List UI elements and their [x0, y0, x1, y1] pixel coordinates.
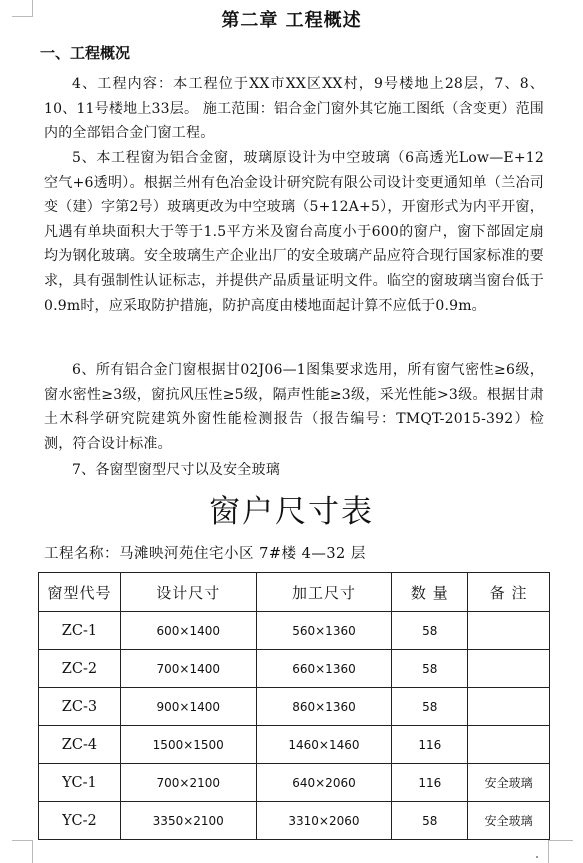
cell-note	[468, 688, 550, 726]
cell-design-size: 1500×1500	[120, 726, 256, 764]
cell-processed-size: 640×2060	[256, 764, 392, 802]
cell-processed-size: 3310×2060	[256, 802, 392, 840]
cell-quantity: 58	[392, 802, 468, 840]
cell-note	[468, 612, 550, 650]
cell-design-size: 900×1400	[120, 688, 256, 726]
cell-window-code: ZC-2	[39, 650, 121, 688]
cell-design-size: 700×2100	[120, 764, 256, 802]
cell-note: 安全玻璃	[468, 764, 550, 802]
chapter-title: 第二章 工程概述	[221, 10, 362, 31]
cell-design-size: 3350×2100	[120, 802, 256, 840]
cell-processed-size: 560×1360	[256, 612, 392, 650]
cell-note	[468, 650, 550, 688]
cell-window-code: ZC-1	[39, 612, 121, 650]
project-name: 工程名称：马滩映河苑住宅小区 7#楼 4—32 层	[44, 546, 366, 562]
table-row	[39, 688, 550, 726]
table-header-row	[39, 573, 550, 612]
cell-quantity: 116	[392, 764, 468, 802]
cell-quantity: 58	[392, 650, 468, 688]
header-note: 备 注	[468, 573, 550, 612]
cell-note	[468, 726, 550, 764]
table-title: 窗户尺寸表	[209, 494, 374, 530]
cell-window-code: YC-1	[39, 764, 121, 802]
header-design-size: 设计尺寸	[120, 573, 256, 612]
cell-quantity: 116	[392, 726, 468, 764]
crop-mark-bottom-right	[548, 840, 573, 863]
section-heading: 一、工程概况	[40, 44, 131, 62]
cell-quantity: 58	[392, 688, 468, 726]
table-row	[39, 802, 550, 840]
paragraph-7: 7、各窗型窗型尺寸以及安全玻璃	[72, 462, 280, 478]
paragraph-4: 4、工程内容：本工程位于XX市XX区XX村，9号楼地上28层，7、8、10、11号楼地上33层。 施工范围：铝合金门窗外其它施工图纸（含变更）范围内的全部铝合金门窗工程。	[44, 76, 544, 142]
table-row	[39, 764, 550, 802]
cell-quantity: 58	[392, 612, 468, 650]
window-size-table	[38, 572, 550, 840]
cell-design-size: 700×1400	[120, 650, 256, 688]
page-marker	[536, 856, 538, 858]
header-processed-size: 加工尺寸	[256, 573, 392, 612]
cell-window-code: YC-2	[39, 802, 121, 840]
paragraph-5: 5、本工程窗为铝合金窗，玻璃原设计为中空玻璃（6高透光Low—E+12空气+6透明）。根据兰州有色冶金设计研究院有限公司设计变更通知单（兰冶司变（建）字第2号）玻璃更改为中空玻璃（5+12A+5），开窗形式为内平开窗，凡遇有单块面积大于等于1.5平方米及窗台高度小于600的窗户，窗下部固定扇均为钢化玻璃。安全玻璃生产企业出厂的安全玻璃产品应符合现行国家标准的要求，具有强制性认证标志，并提供产品质量证明文件。临空的窗玻璃当窗台低于0.9m时，应采取防护措施，防护高度由楼地面起计算不应低于0.9m。	[44, 150, 544, 314]
paragraph-6: 6、所有铝合金门窗根据甘02J06—1图集要求选用，所有窗气密性≥6级，窗水密性≥3级，窗抗风压性≥5级，隔声性能≥3级，采光性能>3级。根据甘肃土木科学研究院建筑外窗性能检测报告（报告编号：TMQT-2015-392）检测，符合设计标准。	[44, 362, 544, 452]
header-quantity: 数 量	[392, 573, 468, 612]
cell-processed-size: 660×1360	[256, 650, 392, 688]
table-row	[39, 612, 550, 650]
cell-window-code: ZC-3	[39, 688, 121, 726]
cell-processed-size: 860×1360	[256, 688, 392, 726]
table-row	[39, 726, 550, 764]
crop-mark-bottom-left	[12, 840, 33, 863]
cell-note: 安全玻璃	[468, 802, 550, 840]
cell-design-size: 600×1400	[120, 612, 256, 650]
header-window-code: 窗型代号	[39, 573, 121, 612]
cell-processed-size: 1460×1460	[256, 726, 392, 764]
cell-window-code: ZC-4	[39, 726, 121, 764]
table-row	[39, 650, 550, 688]
